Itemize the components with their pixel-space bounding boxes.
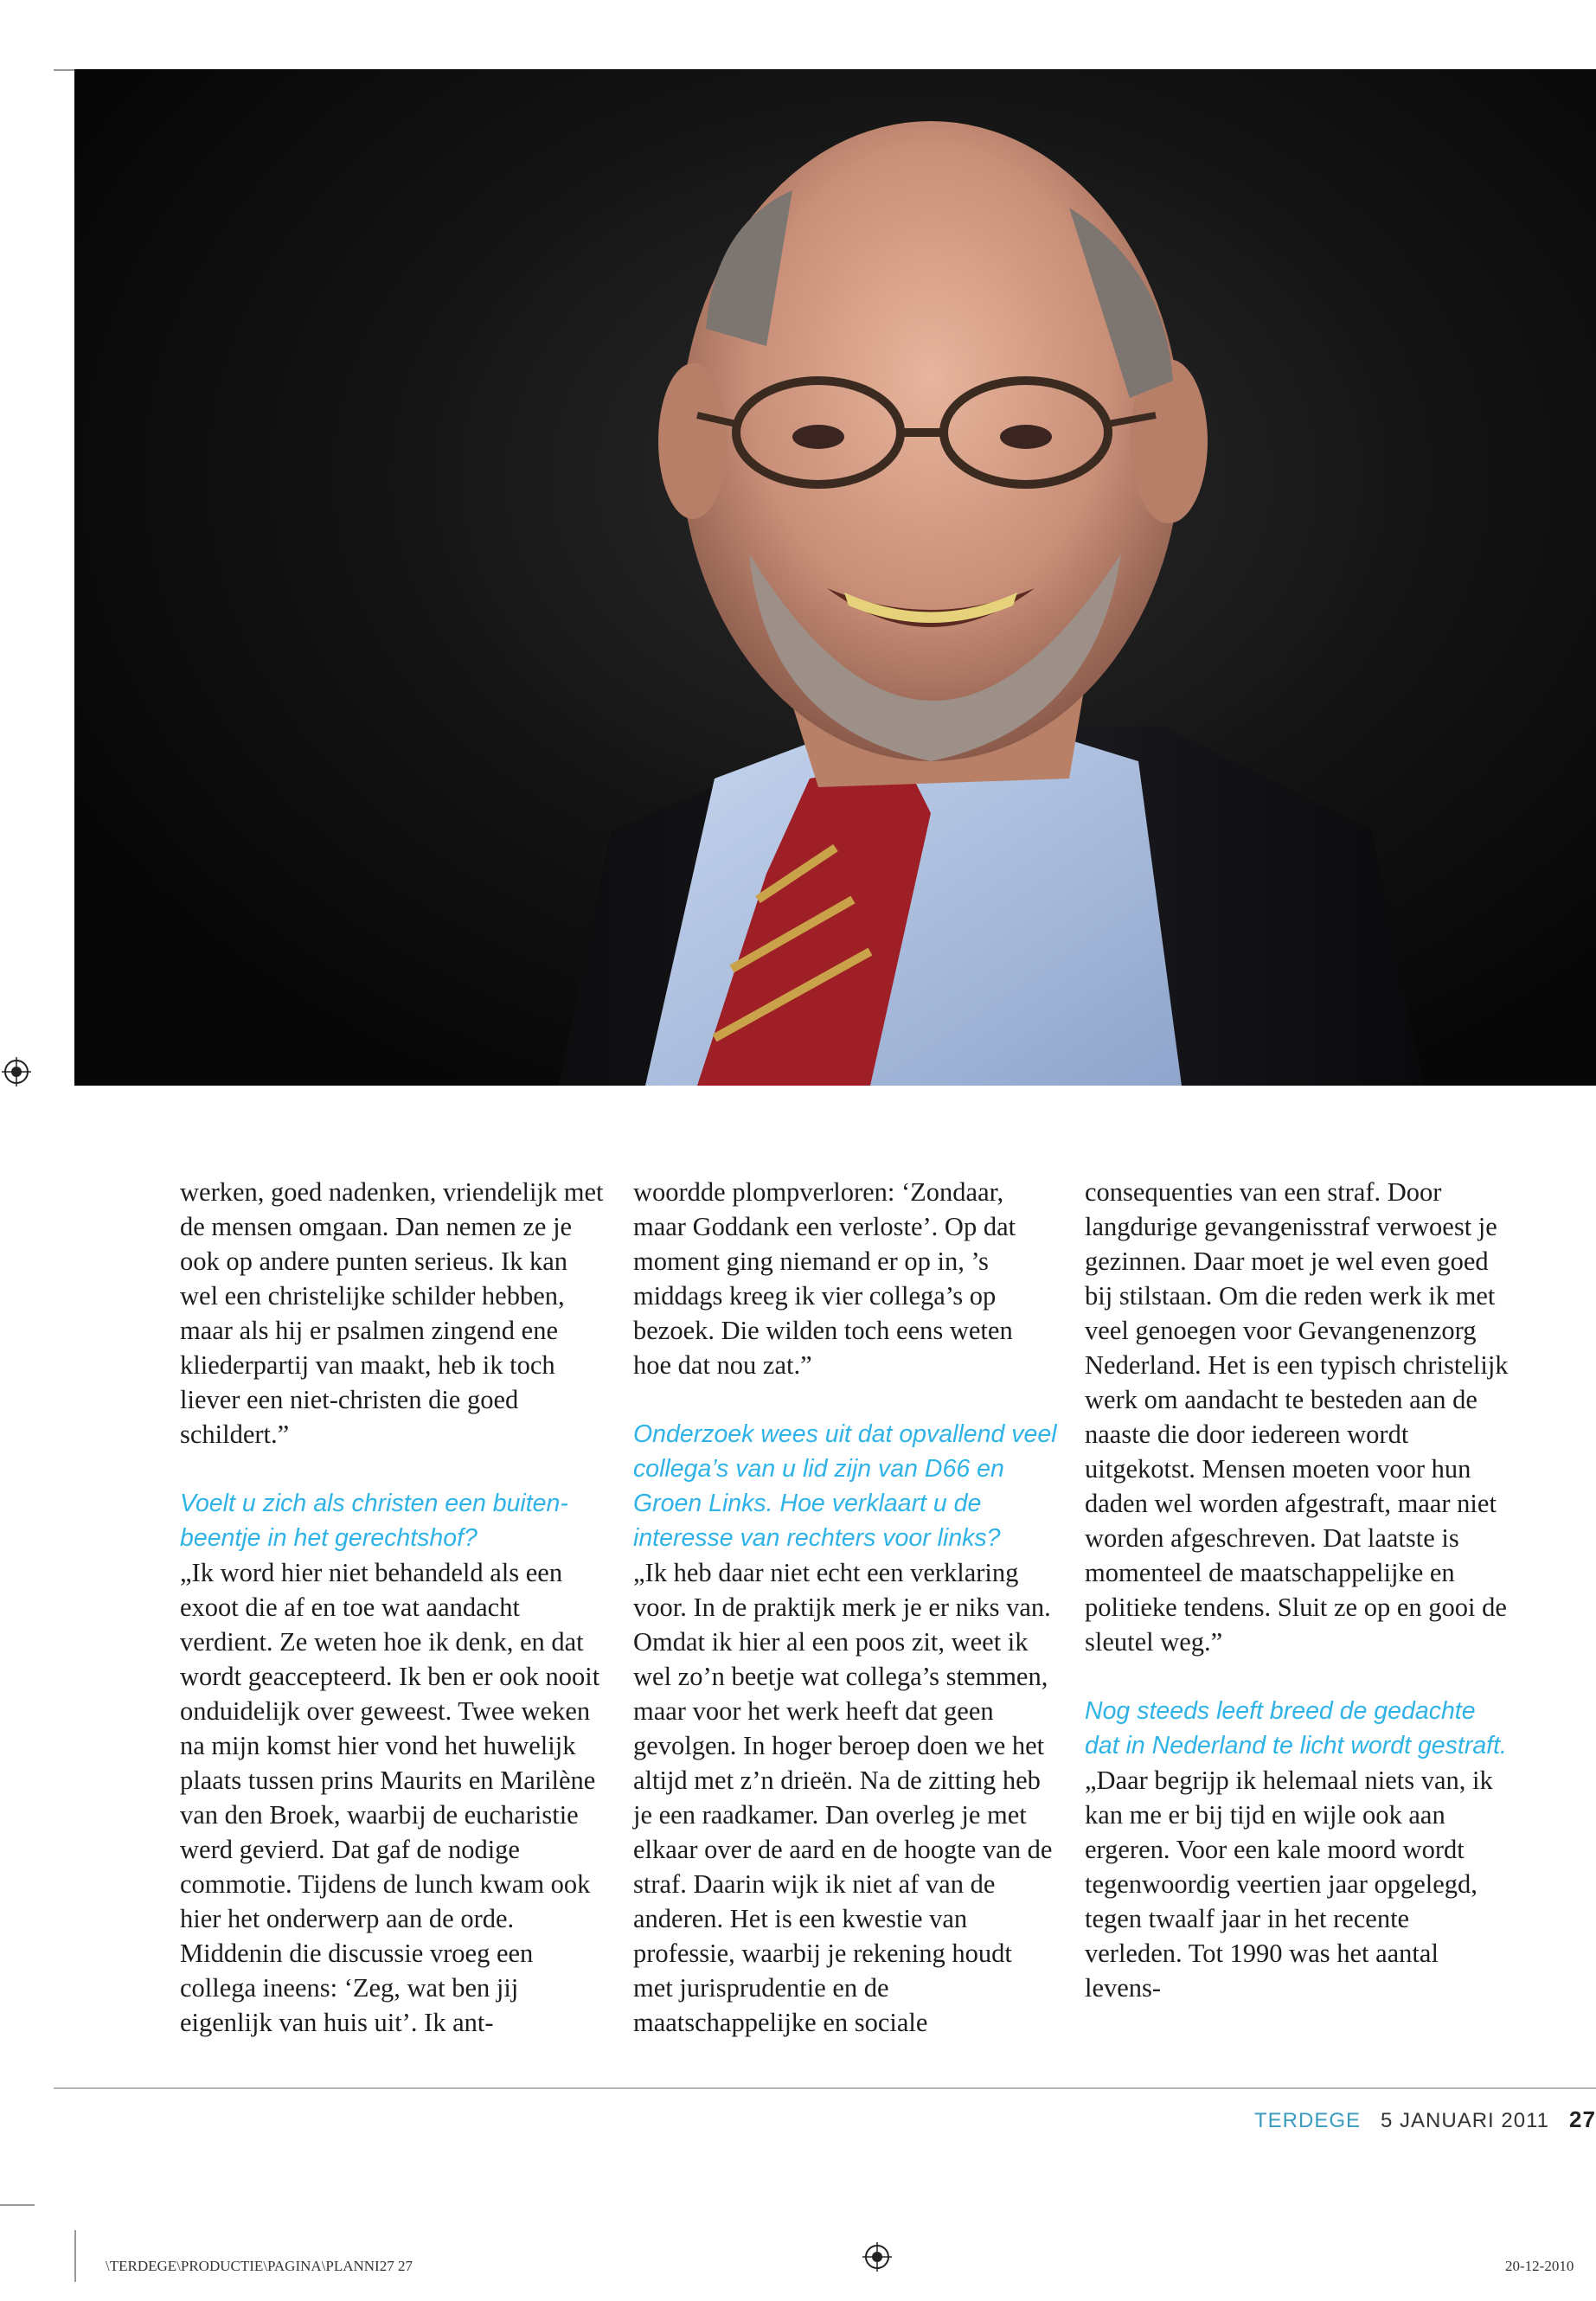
- paragraph: woordde plompverloren: ‘Zondaar, maar Goddank een verloste’. Op dat moment ging niemand er op in, ’s middags kreeg ik vier collega’s op bezoek. Die wilden toch eens weten hoe dat nou zat.”: [633, 1177, 1016, 1380]
- paragraph: werken, goed nadenken, vriendelijk met de mensen omgaan. Dan nemen ze je ook op andere punten serieus. Ik kan wel een christelijke schilder hebben, maar als hij er psalmen zingend ene kliederpartij van maakt, heb ik toch liever een niet-christen die goed schildert.”: [180, 1177, 604, 1449]
- print-slug-path: \TERDEGE\PRODUCTIE\PAGINA\PLANNI27 27: [106, 2258, 413, 2274]
- registration-mark-icon: [2, 1057, 31, 1086]
- article-column-3: [1085, 1175, 1509, 2005]
- paragraph: „Ik heb daar niet echt een verklaring voor. In de praktijk merk je er niks van. Omdat ik hier al een poos zit, weet ik wel zo’n beetje wat collega’s stemmen, maar voor het werk heeft dat geen gevolgen. In hoger beroep doen we het altijd met z’n drieën. Na de zitting heb je een raadkamer. Dan overleg je met elkaar over de aard en de hoogte van de straf. Daarin wijk ik niet af van de anderen. Het is een kwestie van professie, waarbij je rekening houdt met jurisprudentie en de maatschappelijke en sociale: [633, 1558, 1053, 2037]
- print-slug-date: 20-12-2010: [1505, 2258, 1574, 2274]
- crop-mark-bottom-rule: [54, 2087, 1596, 2089]
- article-column-2: [633, 1175, 1057, 2040]
- paragraph: „Ik word hier niet behandeld als een exoot die af en toe wat aandacht verdient. Ze weten hoe ik denk, en dat wordt geaccepteerd. Ik ben er ook nooit onduidelijk over geweest. Twee weken na mijn komst hier vond het huwelijk plaats tussen prins Maurits en Marilène van den Broek, waarbij de eucharistie werd gevierd. Dat gaf de nodige commotie. Tijdens de lunch kwam ook hier het onderwerp aan de orde. Middenin die discussie vroeg een collega ineens: ‘Zeg, wat ben jij eigenlijk van huis uit’. Ik ant-: [180, 1558, 600, 2037]
- crop-mark-bottom-left: [0, 2204, 35, 2206]
- magazine-name: TERDEGE: [1254, 2109, 1362, 2132]
- crop-mark-top-left: [54, 69, 74, 71]
- paragraph: consequenties van een straf. Door langdurige gevangenisstraf verwoest je gezinnen. Daar moet je wel even goed bij stilstaan. Om die reden werk ik met veel genoegen voor Gevangenenzorg Nederland. Het is een typisch christelijk werk om aandacht te besteden aan de naaste die door iedereen wordt uitgekotst. Mensen moeten voor hun daden wel worden afgestraft, maar niet worden afgeschreven. Dat laatste is momenteel de maatschappelijke en politieke tendens. Sluit ze op en gooi de sleutel weg.”: [1085, 1177, 1509, 1657]
- portrait-photo: [74, 69, 1596, 1086]
- crop-mark-slug-left: [74, 2230, 76, 2282]
- paragraph: „Daar begrijp ik helemaal niets van, ik kan me er bij tijd en wijle ook aan ergeren. Voor een kale moord wordt tegenwoordig veertien jaar opgelegd, tegen twaalf jaar in het recente verleden. Tot 1990 was het aantal levens-: [1085, 1766, 1493, 2003]
- interview-question: Voelt u zich als christen een buiten-beentje in het gerechtshof?: [180, 1490, 568, 1552]
- article-column-1: [180, 1175, 604, 2040]
- registration-mark-icon: [862, 2242, 892, 2272]
- page-number: 27: [1569, 2106, 1596, 2132]
- article-body: [180, 1175, 1529, 2048]
- issue-date: 5 JANUARI 2011: [1381, 2109, 1550, 2132]
- interview-question: Nog steeds leeft breed de gedachte dat in Nederland te licht wordt gestraft.: [1085, 1697, 1507, 1759]
- portrait-illustration: [74, 69, 1596, 1086]
- page-footer: [1254, 2106, 1596, 2133]
- interview-question: Onderzoek wees uit dat opvallend veel collega’s van u lid zijn van D66 en Groen Links. Hoe verklaart u de interesse van rechters voor links?: [633, 1420, 1057, 1552]
